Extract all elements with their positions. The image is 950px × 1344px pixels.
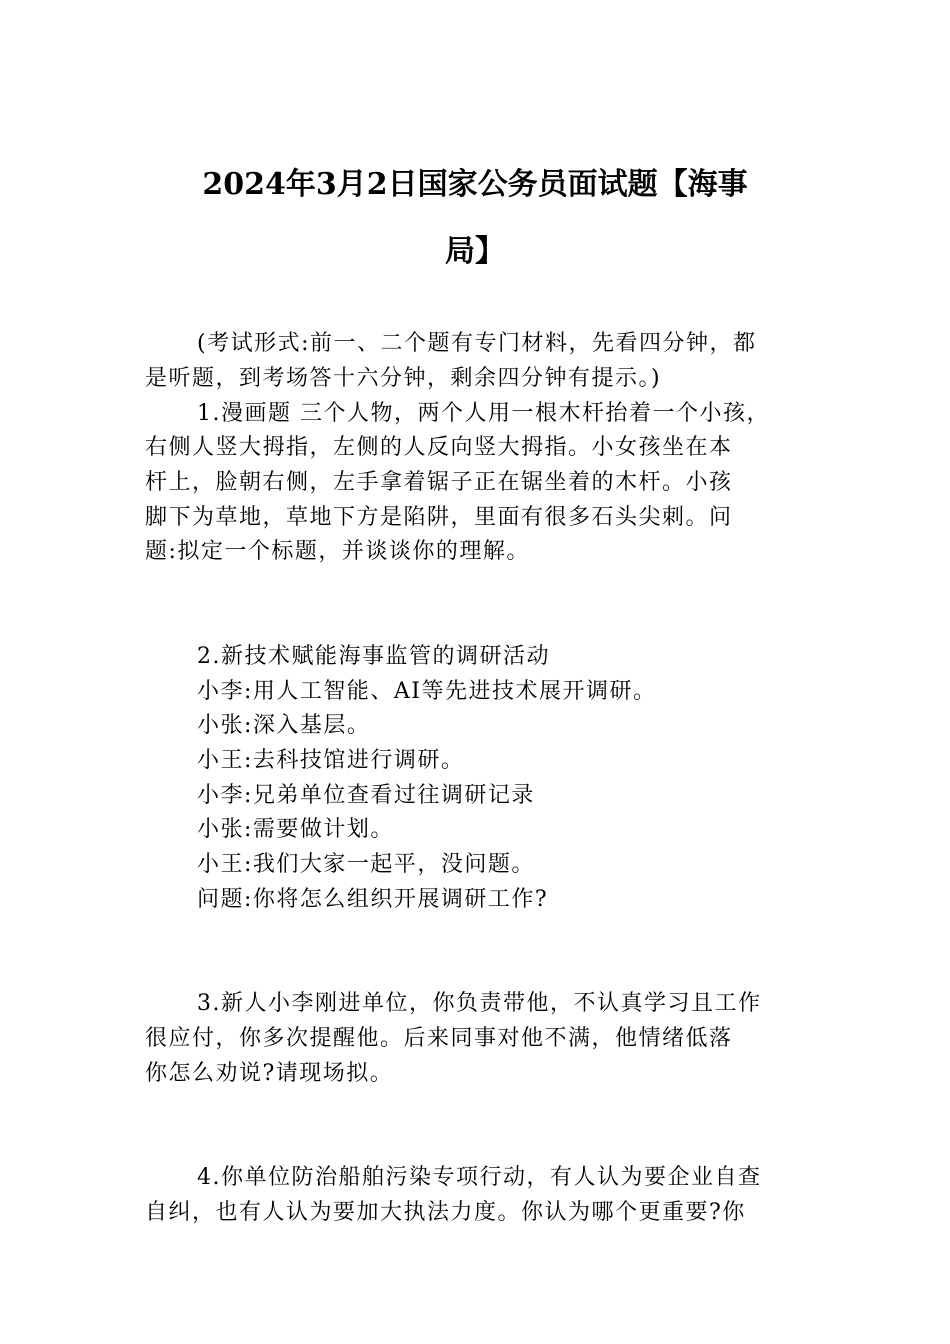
document-title-line-2: 局】 bbox=[445, 234, 505, 269]
q2-line-6: 小张:需要做计划。 bbox=[197, 817, 394, 842]
q1-line-5: 题:拟定一个标题，并谈谈你的理解。 bbox=[145, 539, 530, 564]
q1-line-2: 右侧人竖大拇指，左侧的人反向竖大拇指。小女孩坐在本 bbox=[145, 435, 733, 460]
q2-line-2: 小李:用人工智能、AI等先进技术展开调研。 bbox=[197, 679, 657, 704]
q1-line-4: 脚下为草地，草地下方是陷阱，里面有很多石头尖刺。问 bbox=[145, 505, 733, 530]
q2-line-4: 小王:去科技馆进行调研。 bbox=[197, 748, 465, 773]
q4-line-2: 自纠，也有人认为要加大执法力度。你认为哪个更重要?你 bbox=[145, 1200, 746, 1225]
q2-line-7: 小王:我们大家一起平，没问题。 bbox=[197, 852, 535, 877]
q4-line-1: 4.你单位防治船舶污染专项行动，有人认为要企业自查 bbox=[197, 1165, 762, 1190]
document-title-line-1: 2024年3月2日国家公务员面试题【海事 bbox=[202, 167, 748, 202]
q3-line-3: 你怎么劝说?请现场拟。 bbox=[145, 1061, 394, 1086]
q1-line-3: 杆上，脸朝右侧，左手拿着锯子正在锯坐着的木杆。小孩 bbox=[145, 470, 733, 495]
intro-line-1: (考试形式:前一、二个题有专门材料，先看四分钟，都 bbox=[197, 331, 757, 356]
intro-line-2: 是听题，到考场答十六分钟，剩余四分钟有提示。) bbox=[145, 366, 662, 391]
q3-line-1: 3.新人小李刚进单位，你负责带他，不认真学习且工作 bbox=[197, 991, 762, 1016]
q2-line-1: 2.新技术赋能海事监管的调研活动 bbox=[197, 644, 550, 669]
q1-line-1: 1.漫画题 三个人物，两个人用一根木杆抬着一个小孩， bbox=[197, 401, 770, 426]
q2-line-3: 小张:深入基层。 bbox=[197, 713, 371, 738]
q2-line-5: 小李:兄弟单位查看过往调研记录 bbox=[197, 783, 535, 808]
q2-line-8: 问题:你将怎么组织开展调研工作? bbox=[197, 887, 549, 912]
q3-line-2: 很应付，你多次提醒他。后来同事对他不满，他情绪低落 bbox=[145, 1026, 733, 1051]
